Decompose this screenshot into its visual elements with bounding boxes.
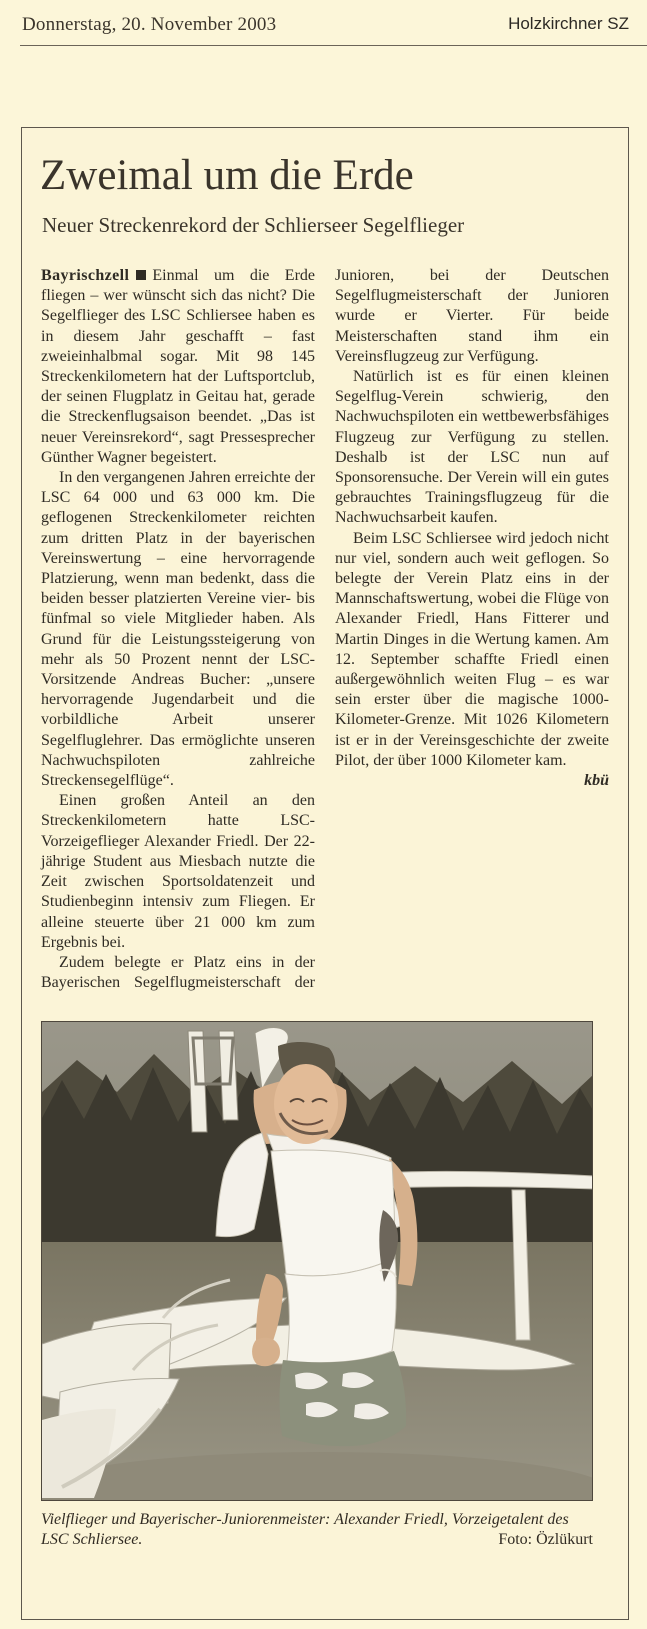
article-body — [41, 266, 609, 1006]
dateline-marker-icon — [136, 270, 146, 280]
article-dateline: Bayrischzell — [41, 267, 130, 284]
article-paragraph-4: Zudem belegte er Platz eins in der Bayerischen Segelflugmeisterschaft der Junioren, bei der Deutschen Segelflugmeisterschaft der Junioren wurde er Vierter. Für beide Meisterschaften stand ihm ein Vereinsflugzeug zur Verfügung. — [41, 267, 609, 992]
article-photo — [41, 1021, 593, 1501]
caption-text: Vielflieger und Bayerischer-Juniorenmeister: Alexander Friedl, Vorzeigetalent des LSC Schliersee. — [41, 1511, 569, 1548]
paragraph-text: Beim LSC Schliersee wird jedoch nicht nur viel, sondern auch weit geflogen. So belegte der Verein Platz eins in der Mannschaftswertung, wobei die Flüge von Alexander Friedl, Hans Fitterer und Martin Dinges in die Wertung kamen. Am 12. September schaffte Friedl einen außergewöhnlich weiten Flug – es war sein erster über die magische 1000-Kilometer-Grenze. Mit 1026 Kilometern ist er in der Vereinsgeschichte der zweite Pilot, der über 1000 Kilometer kam. — [335, 529, 609, 769]
article-paragraph-5: Natürlich ist es für einen kleinen Segelflug-Verein schwierig, den Nachwuchspiloten ein wettbewerbsfähiges Flugzeug zur Verfügung zu stellen. Deshalb ist der LSC nun auf Sponsorensuche. Der Verein will ein gutes gebrauchtes Trainingsflugzeug für die Nachwuchsarbeit kaufen. — [335, 368, 609, 527]
article-subtitle: Neuer Streckenrekord der Schlierseer Segelflieger — [42, 213, 465, 237]
newspaper-name: Holzkirchner SZ — [508, 14, 629, 33]
photo-illustration — [42, 1022, 593, 1501]
publication-date: Donnerstag, 20. November 2003 — [22, 14, 277, 35]
article-paragraph-2: In den vergangenen Jahren erreichte der LSC 64 000 und 63 000 km. Die geflogenen Streckenkilometer reichten zum dritten Platz in der bayerischen Vereinswertung – eine hervorragende Platzierung, wenn man bedenkt, dass die beiden besser platzierten Vereine vier- bis fünfmal so viele Mitglieder haben. Als Grund für die Leistungssteigerung von mehr als 50 Prozent nennt der LSC-Vorsitzende Andreas Bucher: „unsere hervorragende Jugendarbeit und die vorbildliche Arbeit unserer Segelfluglehrer. Das ermöglichte unseren Nachwuchspiloten zahlreiche Streckensegelflüge“. — [41, 469, 316, 790]
photo-caption — [41, 1510, 593, 1550]
header-rule — [20, 45, 647, 46]
author-initials: kbü — [584, 772, 609, 790]
newspaper-article — [21, 127, 629, 1620]
article-paragraph-3: Einen großen Anteil an den Streckenkilometern hatte LSC-Vorzeigeflieger Alexander Friedl. Der 22-jährige Student aus Miesbach nutzte die Zeit zwischen Sportsoldatenzeit und Studienbeginn intensiv zum Fliegen. Er alleine steuerte über 21 000 km zum Ergebnis bei. — [41, 792, 315, 951]
photo-credit: Foto: Özlükurt — [498, 1531, 593, 1548]
article-paragraph-6 — [335, 529, 609, 790]
article-paragraph-1 — [41, 266, 315, 468]
paragraph-text: Einmal um die Erde fliegen – wer wünscht sich das nicht? Die Segelflieger des LSC Schliersee haben es in diesem Jahr geschafft – fast zweieinhalbmal sogar. Mit 98 145 Streckenkilometern hat der Luftsportclub, der seinen Flugplatz in Geitau hat, gerade die Streckenflugsaison beendet. „Das ist neuer Vereinsrekord“, sagt Pressesprecher Günther Wagner begeistert. — [41, 267, 315, 466]
article-title: Zweimal um die Erde — [40, 152, 414, 199]
